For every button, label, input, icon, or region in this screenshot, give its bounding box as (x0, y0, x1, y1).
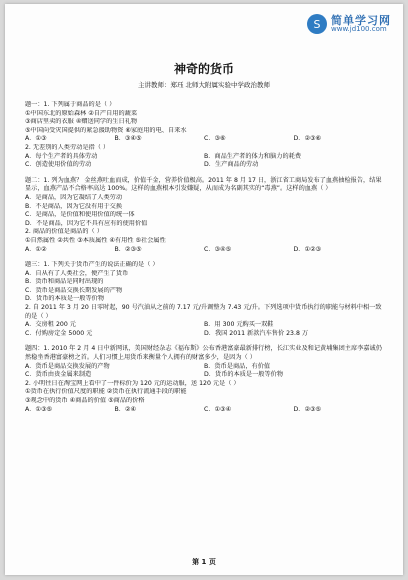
question-block-3 (25, 261, 383, 338)
text-line: B．货币和商品是同时出现的 (25, 278, 104, 286)
options-row (25, 246, 383, 255)
text-line: ③商店里卖的衣服 ④赠送同学的生日礼物 (25, 118, 138, 126)
text-line: ①中国东北的原始森林 ②自产自用的蔬菜 (25, 109, 138, 117)
option: C．创造使用价值的劳动 (25, 161, 92, 169)
question-block-1 (25, 101, 383, 170)
option: B．货币是商品，有价值 (204, 362, 271, 370)
option: B．用 300 元购买一双鞋 (204, 321, 274, 329)
text-line: C．货币是商品交换长期发展的产物 (25, 286, 123, 294)
option: C．①③④ (204, 405, 232, 413)
option: D．①②③ (293, 245, 322, 253)
text-line: ⑤中国向受灾国提供的紧急援助物资 ⑥家庭用的电、自来水 (25, 126, 187, 134)
text-line: 题一：1. 下列属于商品的是（ ） (25, 101, 116, 108)
teacher-line: 主讲教师：郑珏 北师大附属实验中学政治教师 (137, 81, 271, 89)
option: A．①③ (25, 135, 47, 143)
document-page (5, 4, 403, 575)
text-line: D．货币的本质是一般等价物 (25, 295, 105, 303)
option: A．货币是商品交换发展的产物 (25, 362, 110, 370)
question-block-4 (25, 345, 383, 414)
text-line: 题三：1. 下列关于货币产生的说法正确的是（ ） (25, 261, 159, 269)
option: C．③⑥ (204, 135, 226, 143)
text-line: 2. 小明往日在淘宝网上看中了一件标价为 120 元的运动服，送 120 元是（ ） (25, 379, 240, 387)
options-row (25, 330, 383, 339)
text-line: ③观念中的货币 ④商品的价值 ⑤商品的价格 (25, 397, 145, 404)
text-line: B．不是商品，因为它没有用于交换 (25, 202, 123, 210)
option: C．付购房定金 5000 元 (25, 329, 93, 337)
option: D．②③⑤ (293, 405, 322, 413)
option: A．①③⑤ (25, 405, 53, 413)
option: A．每个生产者的具体劳动 (25, 152, 98, 160)
option: B．商品生产者的体力和脑力的耗费 (204, 152, 302, 160)
text-paragraph: 2. 自 2011 年 3 月 20 日零时起，90 号汽油从之前的 7.17 元/升调整为 7.43 元/升。下列选项中货币执行的职能与材料中相一致的是（ ） (25, 304, 382, 320)
document-body (25, 101, 383, 421)
option: B．②④ (114, 405, 137, 413)
text-line: A．自从有了人类社会，便产生了货币 (25, 269, 129, 277)
text-paragraph: 题二：1. 列为血燕？ 金丝燕吐血而成，价值千金，营养价值极高。2011 年 8 月 17 日，浙江省工商局发布了血燕抽检报告，结果显示，血燕产品不合格率高达 100%。这样的血燕根本引发嫌疑，从而成为名副其实的“毒燕”。这样的血燕（ ） (25, 176, 382, 193)
text-line: ①货币在执行价值尺度的职能 ②货币在执行流通手段的职能 (25, 388, 187, 396)
option: A．交房租 200 元 (25, 321, 76, 329)
options-row (25, 153, 383, 162)
option: D．生产商品的劳动 (204, 161, 259, 169)
logo-mark-icon: S (307, 14, 327, 34)
option: C．③④⑤ (204, 245, 232, 253)
option: B．③④⑤ (114, 135, 142, 143)
option: B．②③⑤ (114, 245, 142, 253)
option: D．②③⑥ (293, 135, 322, 143)
text-paragraph: 题四：1. 2010 年 2 月 4 日中新网讯，美国财经杂志《福布斯》公布香港富豪最新排行榜，长江实业及和记黄埔集团主席李嘉诚仍然稳坐香港富豪榜之首。人们习惯上用货币来衡量个人拥有的财富多少，是因为（ ） (25, 345, 382, 362)
option: D．货币的本质是一般等价物 (204, 371, 284, 379)
question-block-2 (25, 177, 383, 254)
options-row (25, 135, 383, 144)
text-line: A．是商品，因为它凝结了人类劳动 (25, 193, 123, 201)
site-logo[interactable] (307, 14, 391, 34)
text-line: 2. 无差别的人类劳动是指（ ） (25, 143, 110, 151)
logo-text (331, 15, 391, 34)
options-row (25, 321, 383, 330)
text-line: C．是商品，是价值和使用价值的统一体 (25, 211, 135, 219)
document-title: 神奇的货币 (173, 62, 234, 76)
text-line: D．不是商品，因为它不具有应有的使用价值 (25, 219, 148, 227)
options-row (25, 406, 383, 415)
logo-name: 简单学习网 (331, 13, 391, 27)
text-line: 2. 商品的价值是商品的（ ） (25, 228, 103, 236)
logo-url: www.jd100.com (331, 25, 387, 34)
options-row (25, 161, 383, 170)
option: D．我国 2011 新款汽车售价 23.8 万 (204, 329, 309, 337)
options-row (25, 371, 383, 380)
options-row (25, 363, 383, 372)
option: A．①② (25, 245, 47, 253)
option: C．货币由贵金属来制造 (25, 371, 92, 379)
text-line: ①自然属性 ②共性 ③本质属性 ④有用性 ⑤社会属性 (25, 236, 166, 244)
page-number: 第 1 页 (192, 558, 216, 566)
